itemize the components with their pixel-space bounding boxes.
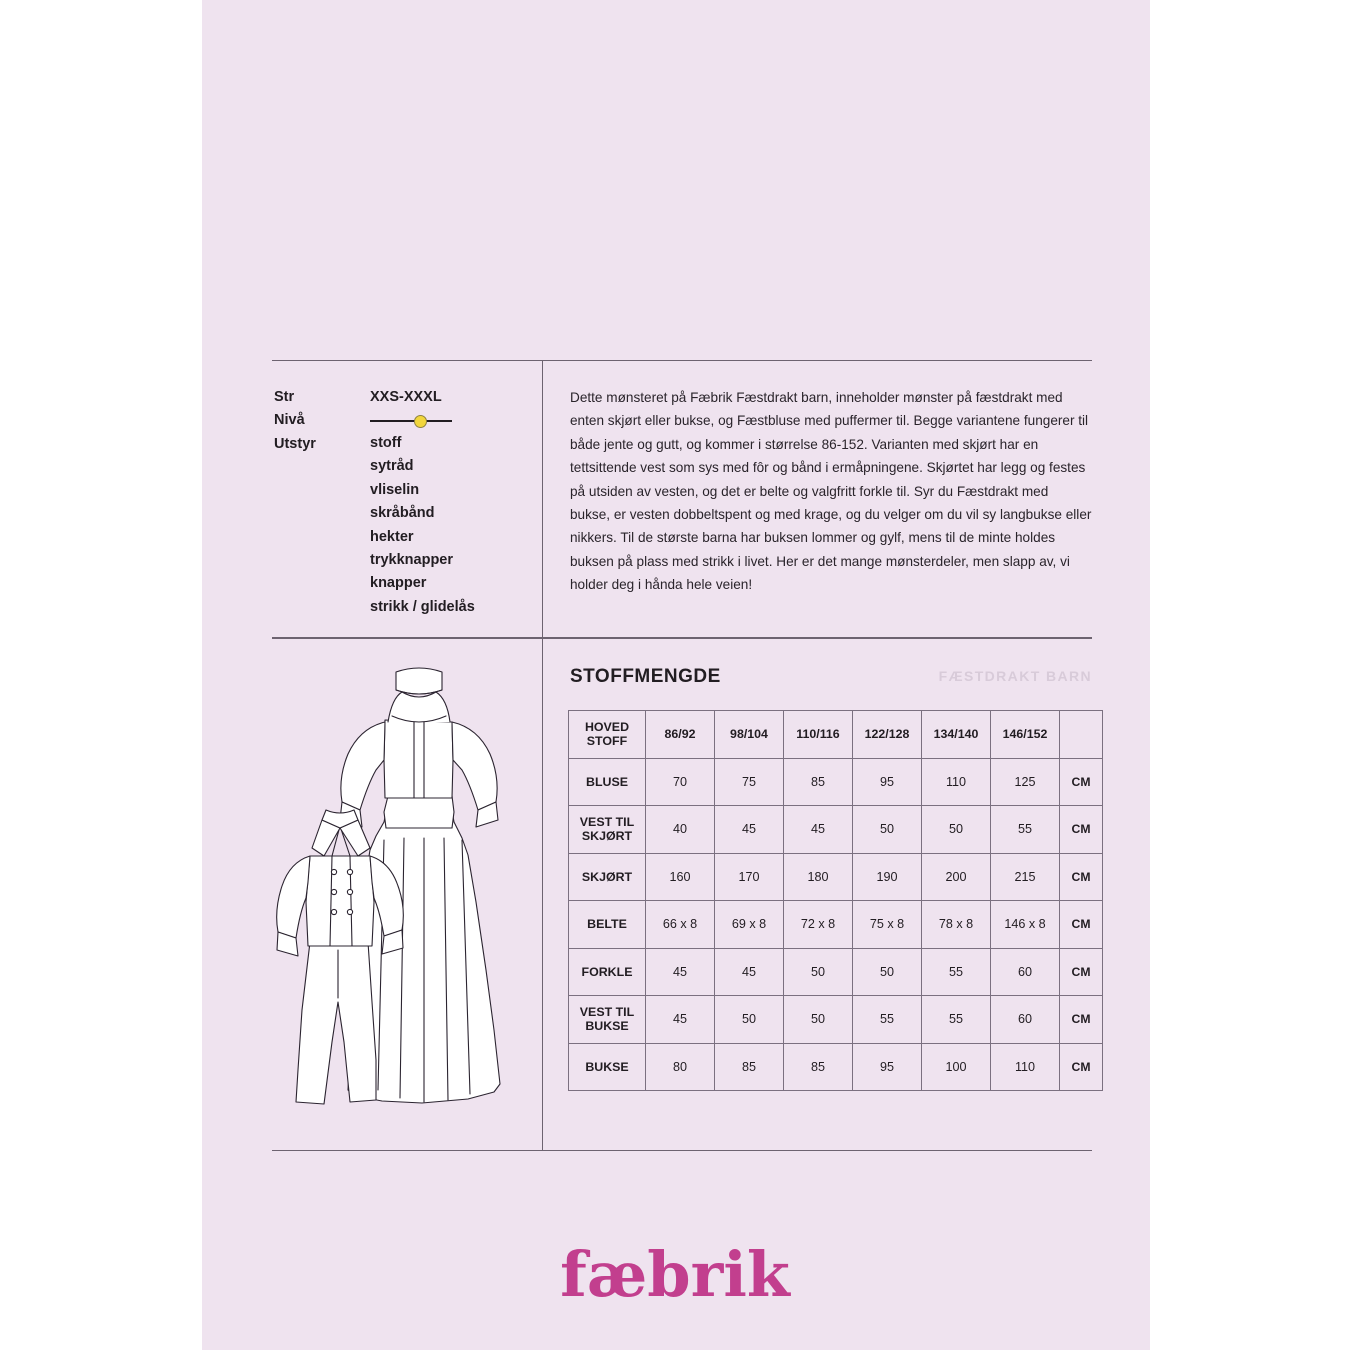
level-indicator <box>370 409 452 432</box>
cell-value: 70 <box>646 758 715 806</box>
cell-value: 160 <box>646 853 715 901</box>
cell-unit: CM <box>1060 901 1103 949</box>
meta-row-level <box>274 409 534 432</box>
cell-value: 85 <box>784 1043 853 1091</box>
cell-value: 40 <box>646 806 715 854</box>
table-size-header: 110/116 <box>784 711 853 759</box>
cell-value: 85 <box>715 1043 784 1091</box>
cell-unit: CM <box>1060 948 1103 996</box>
cell-value: 95 <box>853 758 922 806</box>
cell-value: 66 x 8 <box>646 901 715 949</box>
cell-value: 45 <box>646 996 715 1044</box>
cell-value: 60 <box>991 996 1060 1044</box>
cell-value: 50 <box>784 996 853 1044</box>
cell-value: 72 x 8 <box>784 901 853 949</box>
table-size-header: 86/92 <box>646 711 715 759</box>
cell-unit: CM <box>1060 758 1103 806</box>
meta-label-supplies: Utstyr <box>274 435 316 452</box>
table-row <box>569 1043 1103 1091</box>
supply-item: sytråd <box>370 458 414 475</box>
supply-item: strikk / glidelås <box>370 598 475 615</box>
cell-value: 146 x 8 <box>991 901 1060 949</box>
row-label: FORKLE <box>569 948 646 996</box>
cell-value: 190 <box>853 853 922 901</box>
fabric-amount-table <box>568 710 1103 1091</box>
cell-unit: CM <box>1060 996 1103 1044</box>
garment-illustration <box>272 650 540 1142</box>
cell-value: 50 <box>853 806 922 854</box>
cell-value: 55 <box>922 996 991 1044</box>
supply-item: skråbånd <box>370 505 435 522</box>
cell-value: 80 <box>646 1043 715 1091</box>
cell-value: 50 <box>922 806 991 854</box>
horizontal-divider-middle <box>272 638 1092 639</box>
row-label: BUKSE <box>569 1043 646 1091</box>
meta-value-size: XXS-XXXL <box>370 389 442 405</box>
supplies-list <box>370 432 475 619</box>
supply-item: vliselin <box>370 481 420 498</box>
cell-value: 75 x 8 <box>853 901 922 949</box>
cell-value: 170 <box>715 853 784 901</box>
cell-value: 110 <box>991 1043 1060 1091</box>
intro-paragraph: Dette mønsteret på Fæbrik Fæstdrakt barn, inneholder mønster på fæstdrakt med enten skjørt eller bukse, og Fæstbluse med puffermer til. Begge variantene fungerer til både jente og gutt, og kommer i størrelse 86-152. Varianten med skjørt har en tettsittende vest som sys med fôr og bånd i ermåpningene. Skjørtet har legg og festes på utsiden av vesten, og det er belte og valgfritt forkle til. Syr du Fæstdrakt med bukse, er vesten dobbeltspent og med krage, og du velger om du vil sy langbukse eller nikkers. Til de største barna har buksen lommer og gylf, mens til de minte holdes buksen på plass med strikk i livet. Her er det mange mønsterdeler, men slapp av, vi holder deg i hånda hele veien! <box>570 390 1092 593</box>
cell-value: 45 <box>646 948 715 996</box>
table-row <box>569 853 1103 901</box>
meta-label-size: Str <box>274 389 295 405</box>
cell-value: 215 <box>991 853 1060 901</box>
cell-value: 69 x 8 <box>715 901 784 949</box>
row-label: VEST TIL BUKSE <box>569 996 646 1044</box>
vertical-divider <box>542 360 543 1150</box>
cell-value: 50 <box>715 996 784 1044</box>
cell-value: 50 <box>784 948 853 996</box>
table-size-header: 122/128 <box>853 711 922 759</box>
supply-item: knapper <box>370 575 427 592</box>
cell-value: 60 <box>991 948 1060 996</box>
cell-value: 50 <box>853 948 922 996</box>
table-row <box>569 901 1103 949</box>
table-size-header: 98/104 <box>715 711 784 759</box>
cell-value: 55 <box>922 948 991 996</box>
table-header-row <box>569 711 1103 759</box>
watermark-pattern-name: FÆSTDRAKT BARN <box>938 668 1092 684</box>
cell-value: 85 <box>784 758 853 806</box>
cell-value: 45 <box>715 806 784 854</box>
row-label: SKJØRT <box>569 853 646 901</box>
row-label: BLUSE <box>569 758 646 806</box>
table-size-header: 146/152 <box>991 711 1060 759</box>
cell-value: 125 <box>991 758 1060 806</box>
meta-row-size <box>274 386 534 409</box>
cell-unit: CM <box>1060 853 1103 901</box>
cell-value: 55 <box>853 996 922 1044</box>
cell-value: 45 <box>715 948 784 996</box>
cell-value: 78 x 8 <box>922 901 991 949</box>
meta-label-level: Nivå <box>274 412 305 429</box>
cell-value: 110 <box>922 758 991 806</box>
table-row <box>569 948 1103 996</box>
row-label: BELTE <box>569 901 646 949</box>
cell-value: 100 <box>922 1043 991 1091</box>
cell-value: 45 <box>784 806 853 854</box>
table-row <box>569 758 1103 806</box>
brand-logo: fæbrik <box>560 1238 790 1311</box>
table-row <box>569 996 1103 1044</box>
section-title-fabric: STOFFMENGDE <box>570 666 721 687</box>
cell-unit: CM <box>1060 806 1103 854</box>
cell-value: 180 <box>784 853 853 901</box>
level-track <box>370 420 452 422</box>
table-unit-header <box>1060 711 1103 759</box>
level-dot-icon <box>414 415 427 428</box>
cell-unit: CM <box>1060 1043 1103 1091</box>
table-row <box>569 806 1103 854</box>
table-size-header: 134/140 <box>922 711 991 759</box>
horizontal-divider-bottom <box>272 1150 1092 1151</box>
table-corner-label: HOVED STOFF <box>569 711 646 759</box>
row-label: VEST TIL SKJØRT <box>569 806 646 854</box>
cell-value: 95 <box>853 1043 922 1091</box>
supply-item: stoff <box>370 435 402 451</box>
cell-value: 55 <box>991 806 1060 854</box>
supply-item: hekter <box>370 528 414 545</box>
cell-value: 200 <box>922 853 991 901</box>
cell-value: 75 <box>715 758 784 806</box>
supply-item: trykknapper <box>370 552 454 569</box>
